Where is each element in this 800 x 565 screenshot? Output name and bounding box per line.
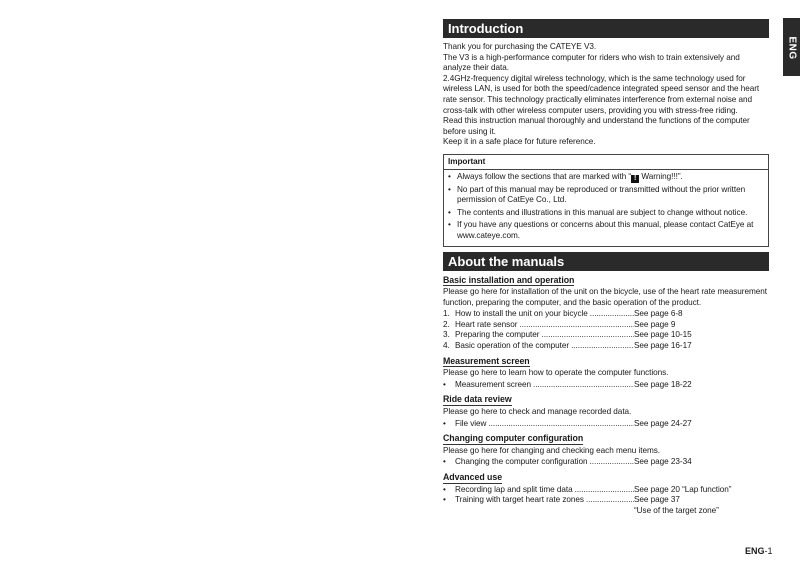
important-box xyxy=(443,154,769,247)
intro-line: Read this instruction manual thoroughly and understand the functions of the computer before using it. xyxy=(443,116,750,136)
about-manuals-heading: About the manuals xyxy=(443,252,769,271)
important-item: • Always follow the sections that are marked with “ ! Warning!!!”. xyxy=(448,171,683,182)
important-item: • No part of this manual may be reproduced or transmitted without the prior written permission of CatEye Co., Ltd. xyxy=(448,184,746,205)
intro-line: 2.4GHz-frequency digital wireless technology, which is the same technology used for wireless LAN, is used for both the speed/cadence integrated speed sensor and the heart rate sensor. This technology practically eliminates interference from external noise and cross-talk with other wireless computer users, providing you with stress-free riding. xyxy=(443,73,760,115)
toc-row: • Training with target heart rate zones ..... See page 37 xyxy=(443,495,769,506)
toc-row: • Changing the computer configuration ..... See page 23-34 xyxy=(443,457,769,468)
intro-line: The V3 is a high-performance computer for riders who wish to train extensively and analyze their data. xyxy=(443,52,740,73)
toc-row: 4. Basic operation of the computer ..... See page 16-17 xyxy=(443,341,769,352)
config-title: Changing computer configuration xyxy=(443,433,584,444)
language-tab xyxy=(783,18,800,76)
ride-desc: Please go here to check and manage recorded data. xyxy=(443,407,632,417)
page-number: ENG-1 xyxy=(745,546,773,556)
warning-icon: ! xyxy=(631,175,639,183)
language-tab-label: ENG xyxy=(786,36,798,60)
toc-row: 3. Preparing the computer ..... See page 10-15 xyxy=(443,330,769,341)
advanced-title: Advanced use xyxy=(443,472,503,482)
toc-row: • Recording lap and split time data ..... See page 20 “Lap function” xyxy=(443,485,769,496)
important-item: • The contents and illustrations in this manual are subject to change without notice. xyxy=(448,207,748,217)
introduction-body xyxy=(443,42,769,148)
measurement-title: Measurement screen xyxy=(443,355,530,366)
basic-section xyxy=(443,271,769,352)
config-section xyxy=(443,429,769,468)
intro-line: Keep it in a safe place for future reference. xyxy=(443,137,596,147)
measurement-desc: Please go here to learn how to operate the computer functions. xyxy=(443,368,669,378)
important-title: Important xyxy=(444,157,768,170)
important-item: • If you have any questions or concerns about this manual, please contact CatEye at www.cateye.com. xyxy=(448,220,754,240)
toc-row: • File view ..... See page 24-27 xyxy=(443,419,769,430)
ride-title: Ride data review xyxy=(443,394,512,405)
manual-page-column xyxy=(443,19,769,516)
measurement-section xyxy=(443,352,769,391)
config-desc: Please go here for changing and checking each menu items. xyxy=(443,445,660,455)
toc-row: • Measurement screen ..... See page 18-22 xyxy=(443,380,769,391)
advanced-section xyxy=(443,468,769,516)
toc-row: 1. How to install the unit on your bicycle ..... See page 6-8 xyxy=(443,309,769,320)
basic-title: Basic installation and operation xyxy=(443,274,575,285)
introduction-heading: Introduction xyxy=(443,19,769,38)
ride-section xyxy=(443,390,769,429)
intro-line: Thank you for purchasing the CATEYE V3. xyxy=(443,42,597,51)
advanced-extra: “Use of the target zone” xyxy=(634,505,719,515)
toc-row: 2. Heart rate sensor ..... See page 9 xyxy=(443,320,769,331)
basic-desc: Please go here for installation of the unit on the bicycle, use of the heart rate measurement function, preparing the computer, and the basic operation of the product. xyxy=(443,287,767,307)
